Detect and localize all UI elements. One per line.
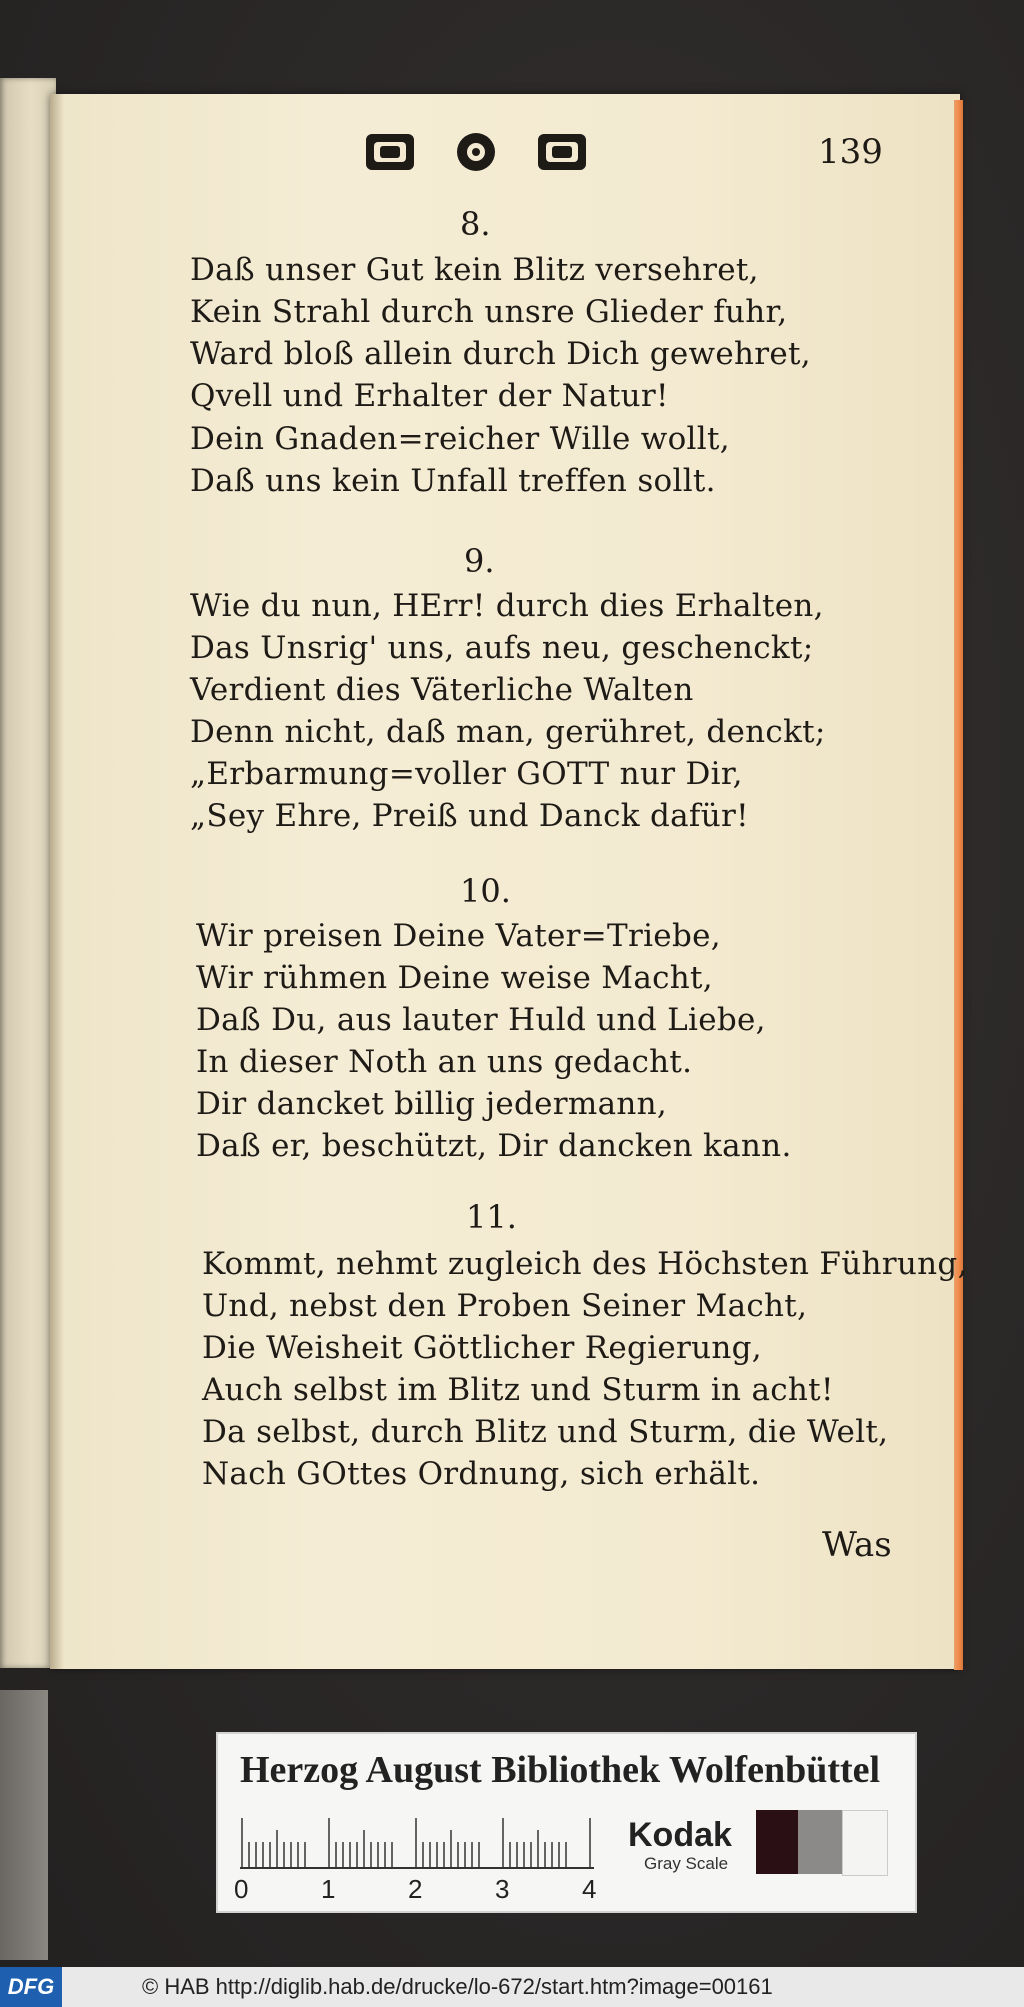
ruler-label: 2 bbox=[408, 1874, 423, 1904]
verse-line: Dir dancket billig jedermann, bbox=[196, 1086, 668, 1122]
verse-line: Daß Du, aus lauter Huld und Liebe, bbox=[196, 1002, 766, 1038]
verse-line: Daß uns kein Unfall treffen sollt. bbox=[190, 463, 716, 499]
stanza-number: 10. bbox=[460, 872, 511, 910]
verse-line: Da selbst, durch Blitz und Sturm, die Welt, bbox=[202, 1414, 889, 1450]
verse-line: Denn nicht, daß man, gerühret, denckt; bbox=[190, 714, 826, 750]
ruler-label: 0 bbox=[234, 1874, 249, 1904]
verse-line: Die Weisheit Göttlicher Regierung, bbox=[202, 1330, 762, 1366]
page-edge-red bbox=[954, 100, 963, 1670]
verse-line: Wie du nun, HErr! durch dies Erhalten, bbox=[190, 588, 824, 624]
verse-line: Und, nebst den Proben Seiner Macht, bbox=[202, 1288, 808, 1324]
verse-line: Nach GOttes Ordnung, sich erhält. bbox=[202, 1456, 761, 1492]
gray-swatch-light bbox=[842, 1810, 888, 1876]
copyright-link[interactable]: © HAB http://diglib.hab.de/drucke/lo-672/start.htm?image=00161 bbox=[142, 1974, 773, 1999]
ruler-label: 4 bbox=[582, 1874, 597, 1904]
page-number: 139 bbox=[818, 132, 883, 172]
catchword: Was bbox=[822, 1525, 892, 1565]
book-spine-edge bbox=[0, 1690, 48, 1960]
kodak-brand: Kodak bbox=[628, 1816, 732, 1854]
color-calibration-bar bbox=[216, 1732, 917, 1913]
gray-swatch-dark bbox=[756, 1810, 798, 1874]
verse-line: Kein Strahl durch unsre Glieder fuhr, bbox=[190, 294, 788, 330]
stanza-number: 8. bbox=[460, 205, 491, 243]
verse-line: Verdient dies Väterliche Walten bbox=[190, 672, 694, 708]
institution-name: Herzog August Bibliothek Wolfenbüttel bbox=[240, 1749, 881, 1791]
page-gutter-shadow bbox=[50, 94, 64, 1669]
gray-scale-label: Gray Scale bbox=[644, 1854, 729, 1873]
ruler-label: 1 bbox=[321, 1874, 336, 1904]
verse-line: Qvell und Erhalter der Natur! bbox=[190, 378, 669, 414]
stanza-number: 11. bbox=[466, 1198, 517, 1236]
verse-line: „Sey Ehre, Preiß und Danck dafür! bbox=[190, 798, 749, 834]
verse-line: Daß unser Gut kein Blitz versehret, bbox=[190, 252, 759, 288]
verse-line: Wir preisen Deine Vater=Triebe, bbox=[196, 918, 721, 954]
verse-line: Ward bloß allein durch Dich gewehret, bbox=[190, 336, 811, 372]
ruler-label: 3 bbox=[495, 1874, 510, 1904]
verse-line: Dein Gnaden=reicher Wille wollt, bbox=[190, 421, 730, 457]
verse-line: Kommt, nehmt zugleich des Höchsten Führung, bbox=[202, 1246, 968, 1282]
footer-bar bbox=[0, 1967, 1024, 2007]
verse-line: Das Unsrig' uns, aufs neu, geschenckt; bbox=[190, 630, 814, 666]
previous-leaf-edge bbox=[0, 78, 56, 1668]
verse-line: „Erbarmung=voller GOTT nur Dir, bbox=[190, 756, 743, 792]
dfg-logo: DFG bbox=[0, 1967, 62, 2007]
stanza-number: 9. bbox=[464, 542, 495, 580]
verse-line: In dieser Noth an uns gedacht. bbox=[196, 1044, 693, 1080]
verse-line: Daß er, beschützt, Dir dancken kann. bbox=[196, 1128, 792, 1164]
verse-line: Wir rühmen Deine weise Macht, bbox=[196, 960, 713, 996]
gray-swatch-mid bbox=[798, 1810, 842, 1874]
ruler-scale bbox=[240, 1818, 620, 1870]
verse-line: Auch selbst im Blitz und Sturm in acht! bbox=[202, 1372, 834, 1408]
header-ornament-icon bbox=[366, 128, 586, 176]
